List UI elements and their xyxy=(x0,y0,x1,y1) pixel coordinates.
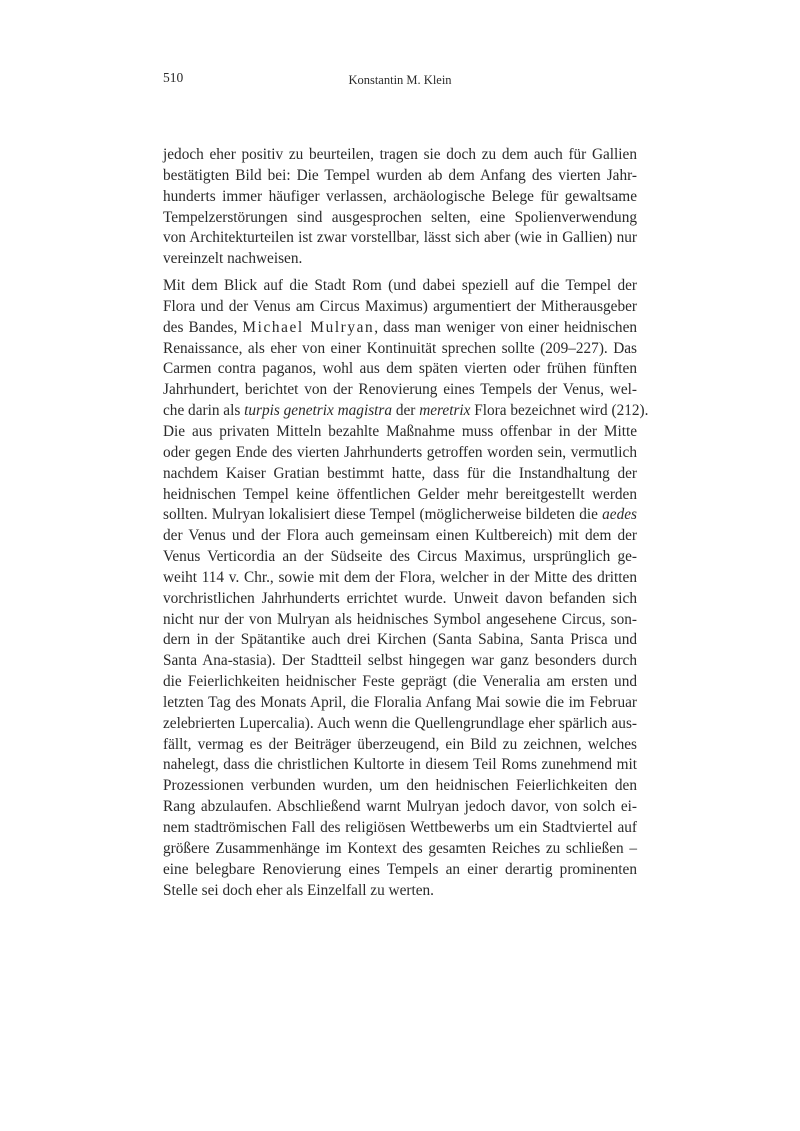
text-line xyxy=(163,464,637,485)
text-run: Die aus privaten Mitteln bezahlte Maßnahme muss offenbar in der Mitte xyxy=(163,422,637,440)
text-line xyxy=(163,818,637,839)
text-run: Rang abzulaufen. Abschließend warnt Mulryan jedoch davor, von solch ei- xyxy=(163,798,637,816)
text-run: Tempelzerstörungen sind ausgesprochen selten, eine Spolienverwendung xyxy=(163,208,637,226)
text-line xyxy=(163,860,637,881)
text-line xyxy=(163,755,637,776)
text-line xyxy=(163,401,649,422)
text-run: che darin als xyxy=(163,402,245,420)
text-line xyxy=(163,187,637,208)
text-run: die Feierlichkeiten heidnischer Feste geprägt (die Veneralia am ersten und xyxy=(163,673,637,691)
text-line xyxy=(163,443,637,464)
text-line xyxy=(163,145,637,166)
italic-term: meretrix xyxy=(419,402,471,420)
text-run: vereinzelt nachweisen. xyxy=(163,250,303,268)
text-line xyxy=(163,714,637,735)
text-line xyxy=(163,422,637,443)
text-run: Stelle sei doch eher als Einzelfall zu werten. xyxy=(163,881,434,899)
text-line xyxy=(163,776,637,797)
text-run: Venus Verticordia an der Südseite des Circus Maximus, ursprünglich ge- xyxy=(163,548,637,566)
text-line xyxy=(163,693,637,714)
text-run: jedoch eher positiv zu beurteilen, tragen sie doch zu dem auch für Gallien xyxy=(163,146,637,163)
text-run: eine belegbare Renovierung eines Tempels an einer derartig prominenten xyxy=(163,860,637,878)
text-run: weiht 114 v. Chr., sowie mit dem der Flora, welcher in der Mitte des dritten xyxy=(163,568,637,586)
text-run: nahelegt, dass die christlichen Kultorte in diesem Teil Roms zunehmend mit xyxy=(163,756,637,774)
text-line xyxy=(163,505,637,526)
italic-term: turpis genetrix magistra xyxy=(244,402,392,420)
author-name: Michael Mulryan xyxy=(242,318,375,336)
text-run: der xyxy=(392,402,420,420)
text-run: Carmen contra paganos, wohl aus dem späten vierten oder frühen fünften xyxy=(163,360,637,378)
text-run: der Venus und der Flora auch gemeinsam einen Kultbereich) mit dem der xyxy=(163,527,637,545)
text-run: Santa Ana-stasia). Der Stadtteil selbst hingegen war ganz besonders durch xyxy=(163,652,637,670)
text-run: hunderts immer häufiger verlassen, archäologische Belege für gewaltsame xyxy=(163,187,637,205)
text-run: von Architekturteilen ist zwar vorstellbar, lässt sich aber (wie in Gallien) nur xyxy=(163,229,637,247)
text-run: nachdem Kaiser Gratian bestimmt hatte, dass für die Instandhaltung der xyxy=(163,464,637,482)
text-run: zelebrierten Lupercalia). Auch wenn die Quellengrundlage eher spärlich aus- xyxy=(163,714,637,732)
text-run: sollten. Mulryan lokalisiert diese Tempel (möglicherweise bildeten die xyxy=(163,506,603,524)
text-line xyxy=(163,881,637,902)
text-run: letzten Tag des Monats April, die Floralia Anfang Mai sowie die im Februar xyxy=(163,693,637,711)
text-run: des Bandes, xyxy=(163,318,243,336)
text-line xyxy=(163,276,637,297)
text-line xyxy=(163,839,637,860)
running-head: Konstantin M. Klein xyxy=(348,73,452,87)
text-run: oder gegen Ende des vierten Jahrhunderts getroffen worden sein, vermutlich xyxy=(163,443,637,461)
text-run: Mit dem Blick auf die Stadt Rom (und dabei speziell auf die Tempel der xyxy=(163,277,637,295)
text-line xyxy=(163,380,637,401)
text-run: bestätigten Bild bei: Die Tempel wurden ab dem Anfang des vierten Jahr- xyxy=(163,166,637,184)
text-run: , dass man weniger von einer heidnischen xyxy=(374,318,638,336)
text-line xyxy=(163,166,637,187)
text-line xyxy=(163,297,637,318)
text-line xyxy=(163,359,637,380)
text-line xyxy=(163,797,637,818)
text-line xyxy=(163,568,637,589)
text-run: fällt, vermag es der Beiträger überzeugend, ein Bild zu zeichnen, welches xyxy=(163,735,637,753)
text-line xyxy=(163,228,637,249)
text-run: Renaissance, als eher von einer Kontinuität sprechen sollte (209–227). Das xyxy=(163,339,637,357)
text-run: größere Zusammenhänge im Kontext des gesamten Reiches zu schließen – xyxy=(163,839,637,857)
text-run: Prozessionen verbunden wurden, um den heidnischen Feierlichkeiten den xyxy=(163,777,637,795)
text-line xyxy=(163,249,637,270)
text-run: Flora bezeichnet wird (212). xyxy=(470,402,649,420)
text-line xyxy=(163,735,637,756)
text-run: Flora und der Venus am Circus Maximus) argumentiert der Mitherausgeber xyxy=(163,297,637,315)
text-line xyxy=(163,208,637,229)
text-run: vorchristlichen Jahrhunderts errichtet wurde. Unweit davon befanden sich xyxy=(163,589,637,607)
text-line xyxy=(163,630,637,651)
text-run: heidnischen Tempel keine öffentlichen Gelder mehr bereitgestellt werden xyxy=(163,485,637,503)
text-run: dern in der Spätantike auch drei Kirchen (Santa Sabina, Santa Prisca und xyxy=(163,631,637,649)
italic-term: aedes xyxy=(602,506,637,524)
text-line xyxy=(163,339,637,360)
text-run: Jahrhundert, berichtet von der Renovierung eines Tempels der Venus, wel- xyxy=(163,381,637,399)
text-line xyxy=(163,485,637,506)
text-run: nem stadtrömischen Fall des religiösen Wettbewerbs um ein Stadtviertel auf xyxy=(163,819,637,836)
text-line xyxy=(163,610,637,631)
text-line xyxy=(163,526,637,547)
text-run: nicht nur der von Mulryan als heidnisches Symbol angesehene Circus, son- xyxy=(163,610,637,628)
text-line xyxy=(163,651,637,672)
page-number: 510 xyxy=(163,70,184,85)
text-line xyxy=(163,589,637,610)
text-line xyxy=(163,672,637,693)
text-line xyxy=(163,318,637,339)
paragraph xyxy=(163,276,649,901)
paragraph xyxy=(163,145,637,270)
text-line xyxy=(163,547,637,568)
body-text xyxy=(163,145,649,907)
